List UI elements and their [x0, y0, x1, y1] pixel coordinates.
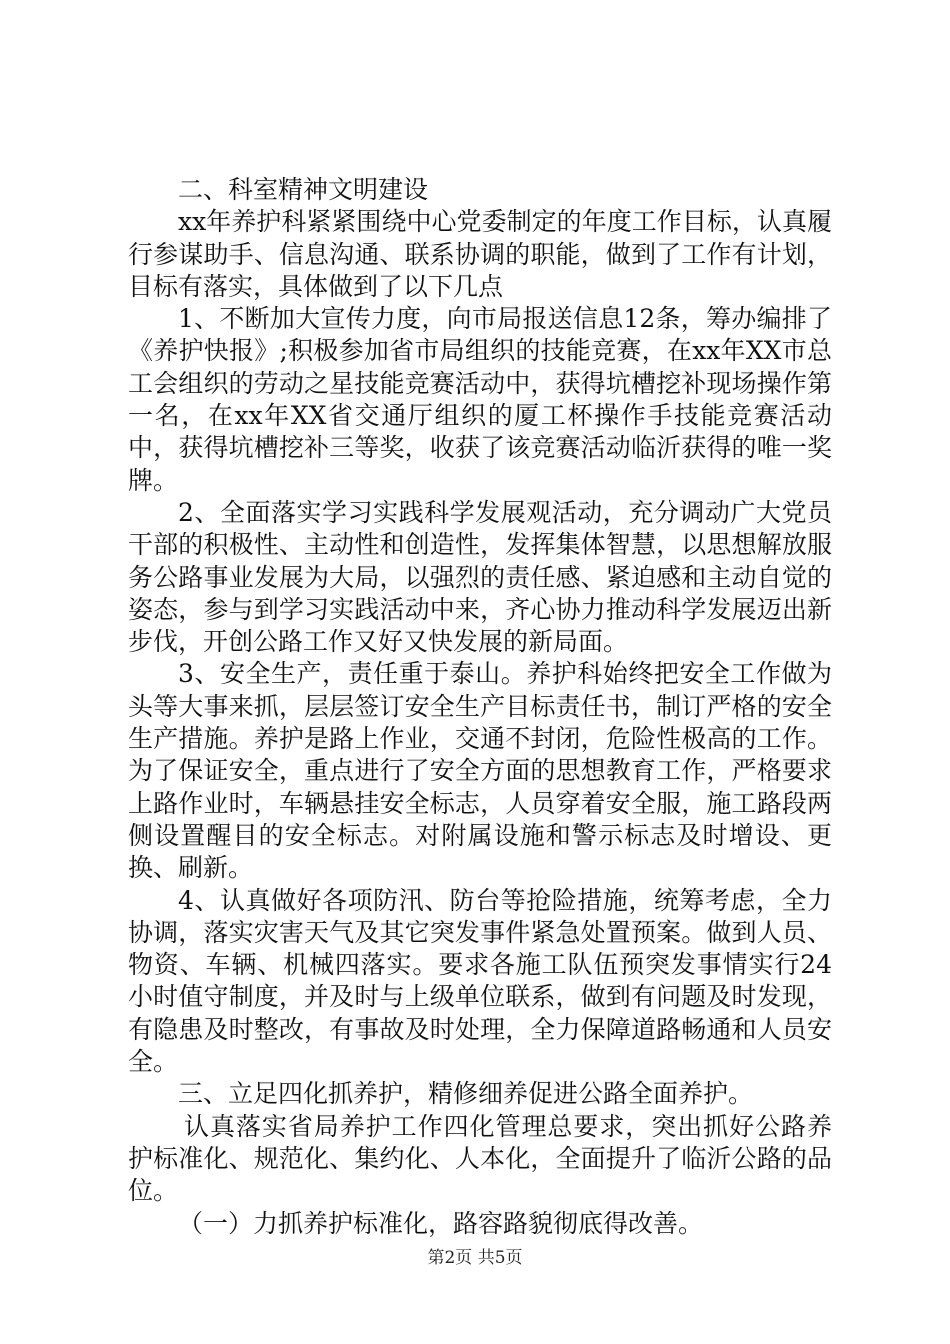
paragraph-item-3: 3、安全生产，责任重于泰山。养护科始终把安全工作做为头等大事来抓，层层签订安全生产目标责任书，制订严格的安全生产措施。养护是路上作业，交通不封闭，危险性极高的工作。为了保证安全，重点进行了安全方面的思想教育工作，严格要求上路作业时，车辆悬挂安全标志，人员穿着安全服，施工路段两侧设置醒目的安全标志。对附属设施和警示标志及时增设、更换、刷新。: [128, 659, 832, 883]
paragraph-item-4: 4、认真做好各项防汛、防台等抢险措施，统筹考虑，全力协调，落实灾害天气及其它突发事件紧急处置预案。做到人员、物资、车辆、机械四落实。要求各施工队伍预突发事情实行24小时值守制度，并及时与上级单位联系，做到有问题及时发现，有隐患及时整改，有事故及时处理，全力保障道路畅通和人员安全。: [128, 885, 832, 1077]
section-heading-2: 二、科室精神文明建设: [178, 175, 429, 204]
paragraph-section-3: 认真落实省局养护工作四化管理总要求，突出抓好公路养护标准化、规范化、集约化、人本化，全面提升了临沂公路的品位。: [128, 1111, 832, 1206]
subsection-heading-1: （一）力抓养护标准化，路容路貌彻底得改善。: [178, 1208, 704, 1238]
page-number-footer: 第2页 共5页: [427, 1248, 523, 1268]
paragraph-intro: xx年养护科紧紧围绕中心党委制定的年度工作目标，认真履行参谋助手、信息沟通、联系协调的职能，做到了工作有计划，目标有落实，具体做到了以下几点: [128, 207, 832, 301]
paragraph-item-1: 1、不断加大宣传力度，向市局报送信息12条，筹办编排了《养护快报》;积极参加省市局组织的技能竞赛，在xx年XX市总工会组织的劳动之星技能竞赛活动中，获得坑槽挖补现场操作第一名，在xx年XX省交通厅组织的厦工杯操作手技能竞赛活动中，获得坑槽挖补三等奖，收获了该竞赛活动临沂获得的唯一奖牌。: [128, 304, 832, 495]
paragraph-item-2: 2、全面落实学习实践科学发展观活动，充分调动广大党员干部的积极性、主动性和创造性，发挥集体智慧，以思想解放服务公路事业发展为大局，以强烈的责任感、紧迫感和主动自觉的姿态，参与到学习实践活动中来，齐心协力推动科学发展迈出新步伐，开创公路工作又好又快发展的新局面。: [128, 497, 832, 657]
document-body: [128, 174, 832, 1240]
section-heading-3: 三、立足四化抓养护，精修细养促进公路全面养护。: [178, 1079, 754, 1109]
